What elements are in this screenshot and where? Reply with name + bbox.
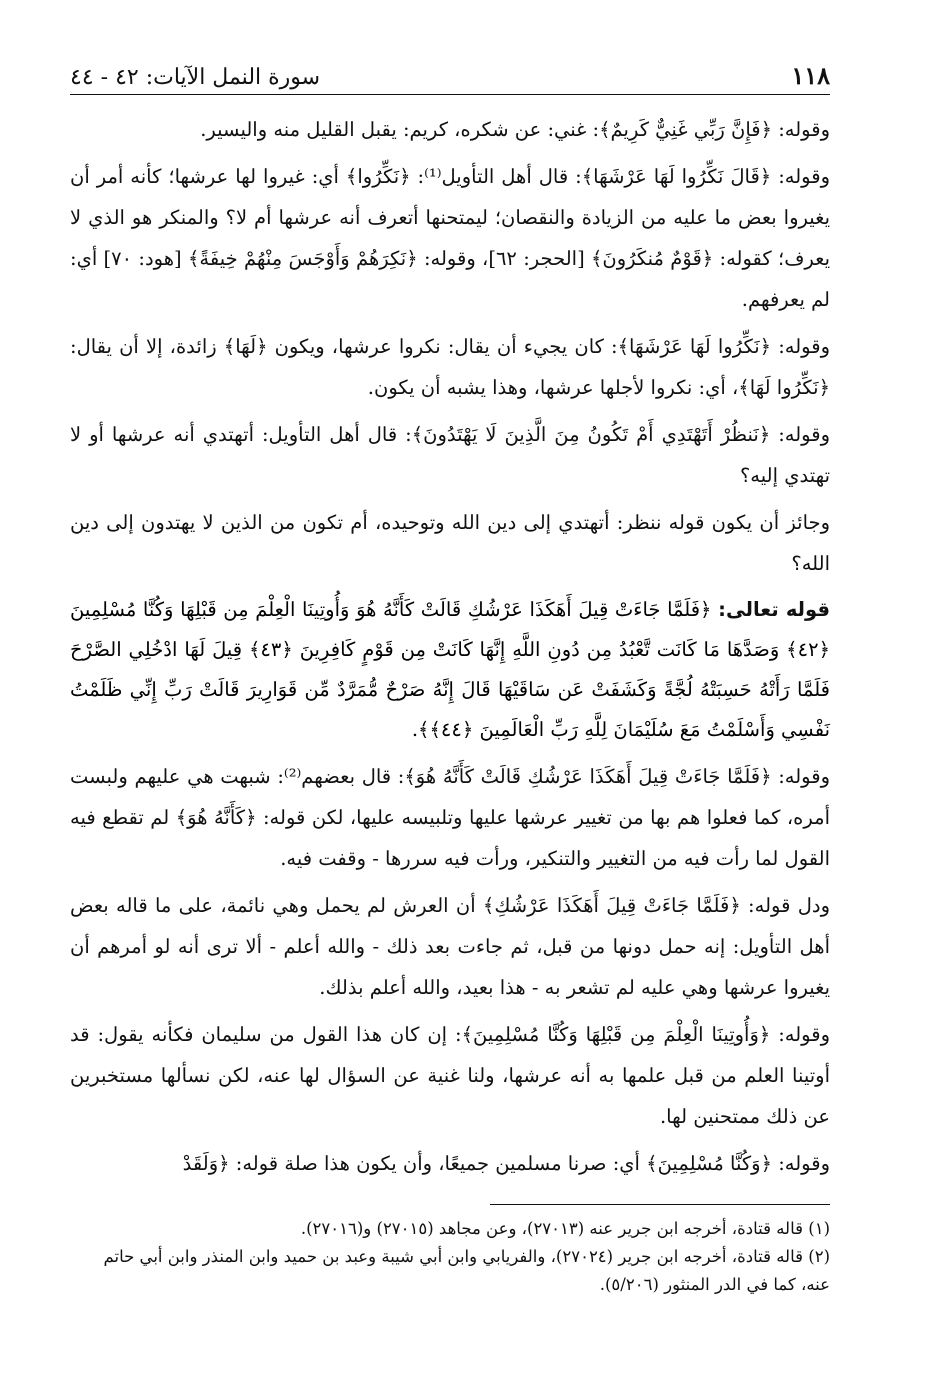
paragraph: وقوله: ﴿قَالَ نَكِّرُوا لَهَا عَرْشَهَا﴾: قال أهل التأويل⁽¹⁾: ﴿نَكِّرُوا﴾ أي: غيروا لها عرشها؛ كأنه أمر أن يغيروا بعض ما عليه من الزيادة والنقصان؛ ليمتحنها أتعرف أنه عرشها أم لا؟ والمنكر هو الذي لا يعرف؛ كقوله: ﴿قَوْمٌ مُنكَرُونَ﴾ [الحجر: ٦٢]، وقوله: ﴿نَكِرَهُمْ وَأَوْجَسَ مِنْهُمْ خِيفَةً﴾ [هود: ٧٠] أي: لم يعرفهم. — [70, 165, 831, 311]
footnote: (٢) قاله قتادة، أخرجه ابن جرير (٢٧٠٢٤)، والفريابي وابن أبي شيبة وعبد بن حميد وابن المنذر وابن أبي حاتم عنه، كما في الدر المنثور (٥/٢٠٦). — [103, 1247, 830, 1294]
footnote-divider — [490, 1204, 830, 1205]
paragraph: وقوله: ﴿نَكِّرُوا لَهَا عَرْشَهَا﴾: كان يجيء أن يقال: نكروا عرشها، ويكون ﴿لَهَا﴾ زائدة، إلا أن يقال: ﴿نَكِّرُوا لَهَا﴾، أي: نكروا لأجلها عرشها، وهذا يشبه أن يكون. — [70, 335, 830, 399]
footnotes — [70, 1215, 830, 1299]
paragraph: ودل قوله: ﴿فَلَمَّا جَاءَتْ قِيلَ أَهَكَذَا عَرْشُكِ﴾ أن العرش لم يحمل وهي نائمة، على ما قاله بعض أهل التأويل: إنه حمل دونها من قبل، ثم جاءت بعد ذلك - والله أعلم - ألا ترى أنه لو أمرهم أن يغيروا عرشها وهي عليه لم تشعر به - هذا بعيد، والله أعلم بذلك. — [70, 894, 830, 999]
page-number: ١١٨ — [791, 61, 830, 90]
main-text — [70, 109, 830, 1184]
paragraph: وقوله: ﴿نَنظُرْ أَتَهْتَدِي أَمْ تَكُونُ مِنَ الَّذِينَ لَا يَهْتَدُونَ﴾: قال أهل التأويل: أتهتدي أنه عرشها أو لا تهتدي إليه؟ — [70, 423, 830, 487]
chapter-title: سورة النمل الآيات: ٤٢ - ٤٤ — [70, 65, 321, 90]
footnote: (١) قاله قتادة، أخرجه ابن جرير عنه (٢٧٠١٣)، وعن مجاهد (٢٧٠١٥) و(٢٧٠١٦). — [300, 1219, 830, 1238]
paragraph: وقوله: ﴿وَأُوتِينَا الْعِلْمَ مِن قَبْلِهَا وَكُنَّا مُسْلِمِينَ﴾: إن كان هذا القول من سليمان فكأنه يقول: قد أوتينا العلم من قبل علمها به أنه عرشها، ولنا غنية عن السؤال لها عنه، لكن نسألها مستخبرين عن ذلك ممتحنين لها. — [70, 1023, 830, 1128]
book-page — [70, 52, 830, 1352]
running-header — [70, 52, 830, 95]
paragraph: وقوله: ﴿فَلَمَّا جَاءَتْ قِيلَ أَهَكَذَا عَرْشُكِ قَالَتْ كَأَنَّهُ هُوَ﴾: قال بعضهم⁽²⁾: شبهت هي عليهم ولبست أمره، كما فعلوا هم بها من تغيير عرشها عليها وتلبيسه عليها، لكن قوله: ﴿كَأَنَّهُ هُوَ﴾ لم تقطع فيه القول لما رأت فيه من التغيير والتنكير، ورأت فيه سررها - وقفت فيه. — [70, 765, 830, 870]
paragraph: وجائز أن يكون قوله ننظر: أتهتدي إلى دين الله وتوحيده، أم تكون من الذين لا يهتدون إلى دين الله؟ — [70, 511, 830, 575]
paragraph: وقوله: ﴿فَإِنَّ رَبِّي غَنِيٌّ كَرِيمٌ﴾: غني: عن شكره، كريم: يقبل القليل منه واليسير. — [200, 118, 830, 141]
paragraph: وقوله: ﴿وَكُنَّا مُسْلِمِينَ﴾ أي: صرنا مسلمين جميعًا، وأن يكون هذا صلة قوله: ﴿وَلَقَدْ — [182, 1152, 830, 1175]
verse-section — [70, 590, 830, 750]
verse-heading-label: قوله تعالى: — [718, 598, 831, 621]
quran-verse-text: ﴿فَلَمَّا جَاءَتْ قِيلَ أَهَكَذَا عَرْشُكِ قَالَتْ كَأَنَّهُ هُوَ وَأُوتِينَا الْعِلْمَ مِن قَبْلِهَا وَكُنَّا مُسْلِمِينَ ﴿٤٢﴾ وَصَدَّهَا مَا كَانَت تَّعْبُدُ مِن دُونِ اللَّهِ إِنَّهَا كَانَتْ مِن قَوْمٍ كَافِرِينَ ﴿٤٣﴾ قِيلَ لَهَا ادْخُلِي الصَّرْحَ فَلَمَّا رَأَتْهُ حَسِبَتْهُ لُجَّةً وَكَشَفَتْ عَن سَاقَيْهَا قَالَ إِنَّهُ صَرْحٌ مُّمَرَّدٌ مِّن قَوَارِيرَ قَالَتْ رَبِّ إِنِّي ظَلَمْتُ نَفْسِي وَأَسْلَمْتُ مَعَ سُلَيْمَانَ لِلَّهِ رَبِّ الْعَالَمِينَ ﴿٤٤﴾﴾. — [70, 598, 830, 741]
